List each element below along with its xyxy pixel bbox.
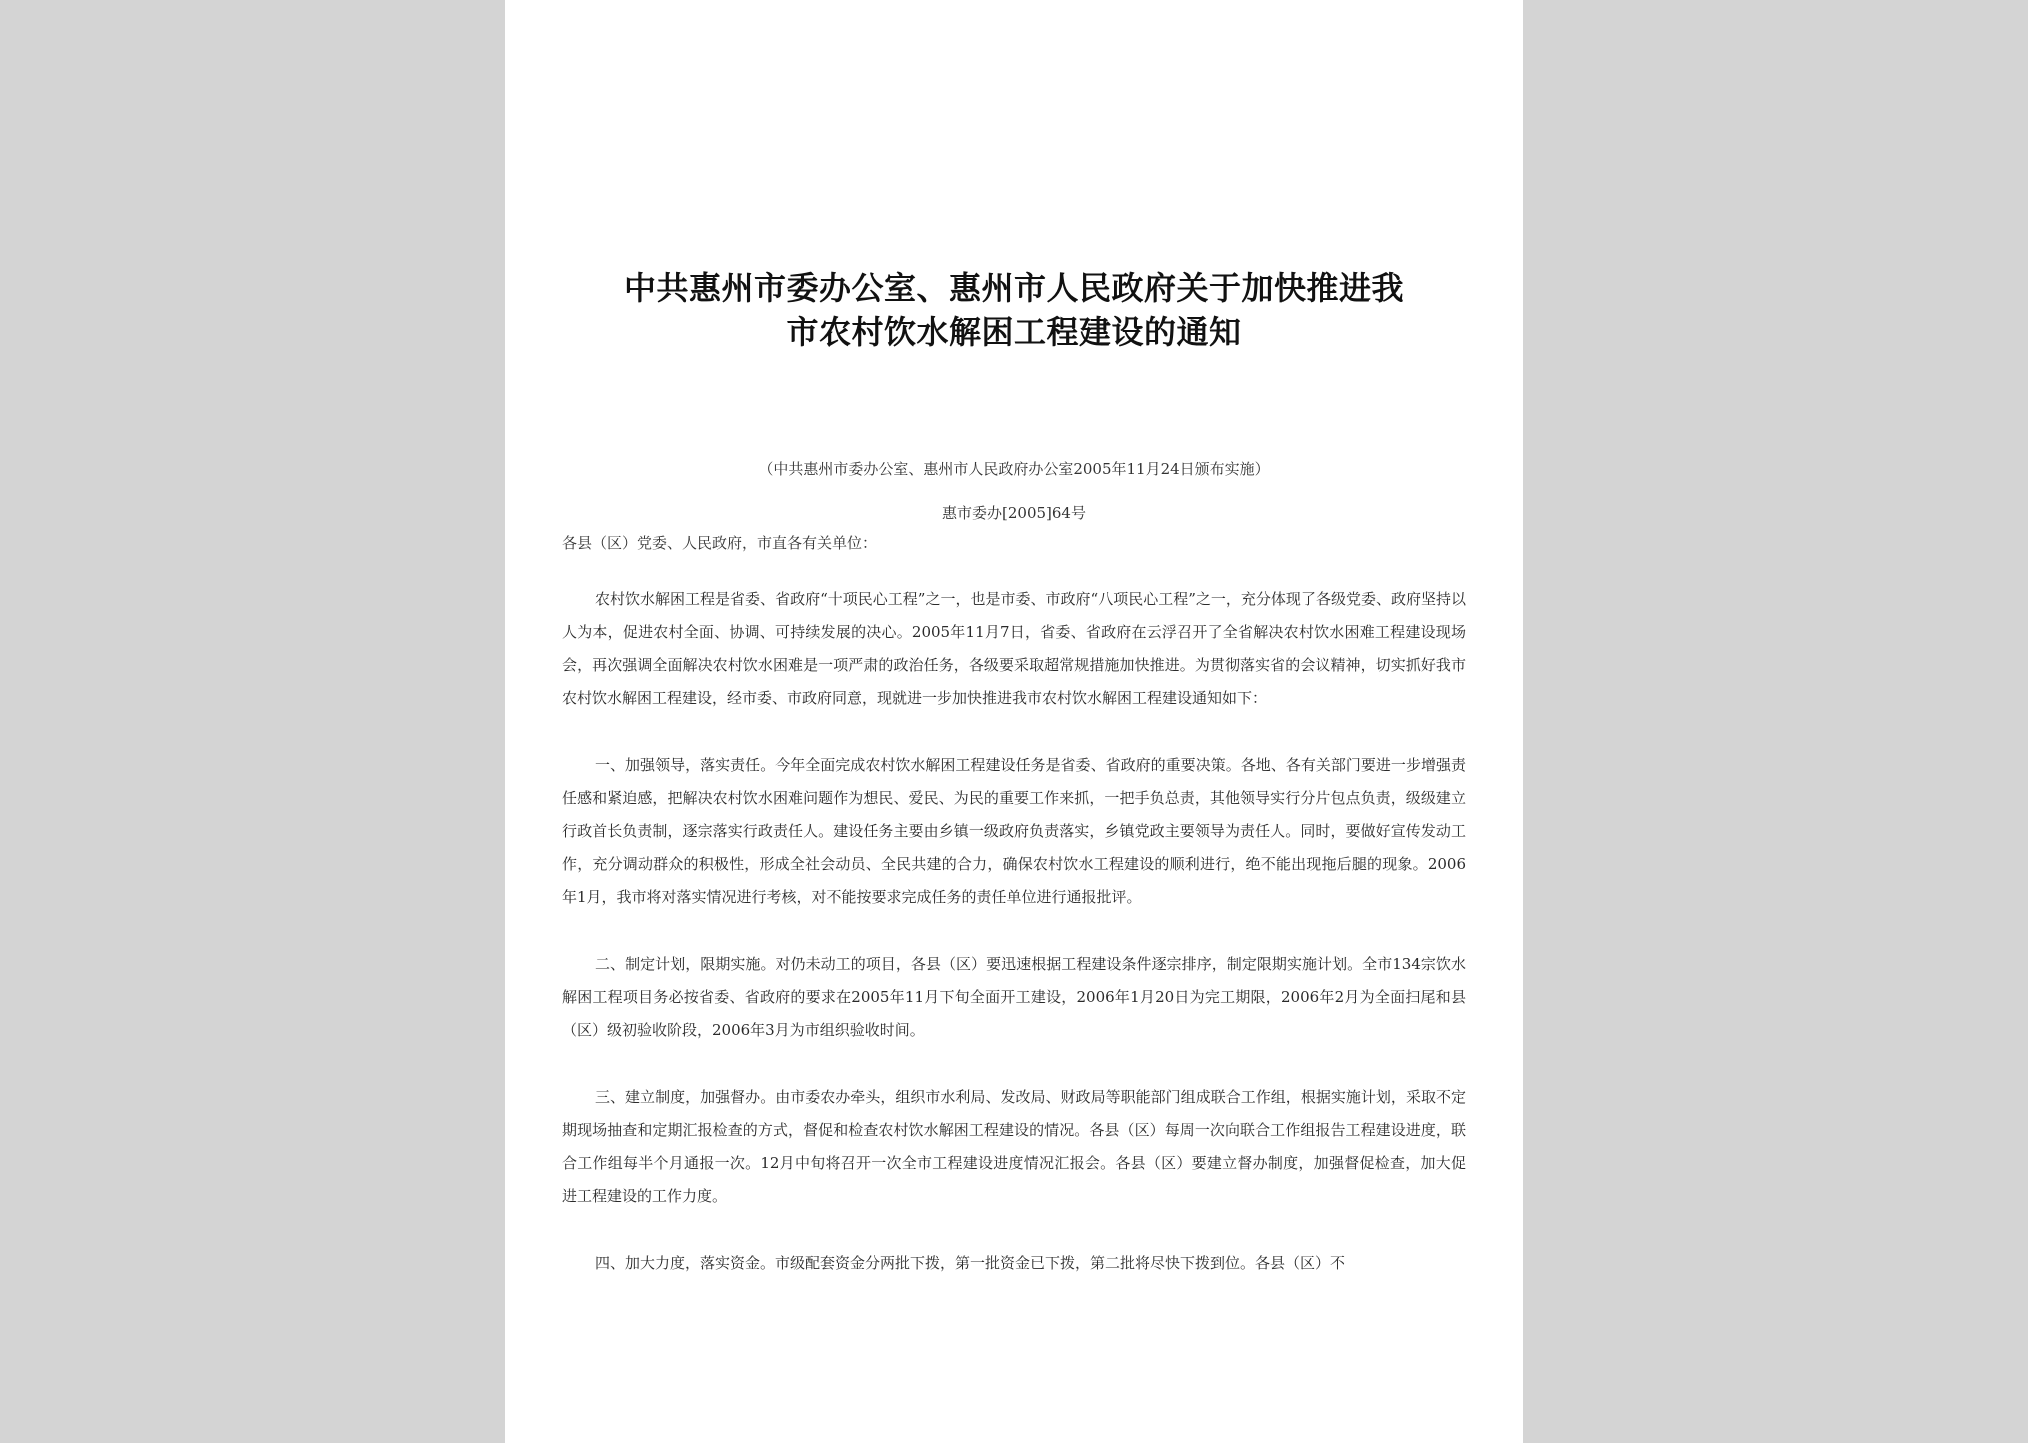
document-title bbox=[562, 266, 1466, 354]
title-line-2: 市农村饮水解困工程建设的通知 bbox=[786, 313, 1242, 351]
paragraph-section-2: 二、制定计划，限期实施。对仍未动工的项目，各县（区）要迅速根据工程建设条件逐宗排序，制定限期实施计划。全市134宗饮水解困工程项目务必按省委、省政府的要求在2005年11月下旬全面开工建设，2006年1月20日为完工期限，2006年2月为全面扫尾和县（区）级初验收阶段，2006年3月为市组织验收时间。 bbox=[562, 955, 1466, 1039]
document-number: 惠市委办[2005]64号 bbox=[942, 504, 1086, 522]
title-line-1: 中共惠州市委办公室、惠州市人民政府关于加快推进我 bbox=[623, 269, 1404, 307]
release-note: （中共惠州市委办公室、惠州市人民政府办公室2005年11月24日颁布实施） bbox=[758, 460, 1270, 478]
paragraph-section-3: 三、建立制度，加强督办。由市委农办牵头，组织市水利局、发改局、财政局等职能部门组成联合工作组，根据实施计划，采取不定期现场抽查和定期汇报检查的方式，督促和检查农村饮水解困工程建设的情况。各县（区）每周一次向联合工作组报告工程建设进度，联合工作组每半个月通报一次。12月中旬将召开一次全市工程建设进度情况汇报会。各县（区）要建立督办制度，加强督促检查，加大促进工程建设的工作力度。 bbox=[562, 1088, 1466, 1205]
paragraph-intro: 农村饮水解困工程是省委、省政府“十项民心工程”之一，也是市委、市政府“八项民心工程”之一，充分体现了各级党委、政府坚持以人为本，促进农村全面、协调、可持续发展的决心。2005年11月7日，省委、省政府在云浮召开了全省解决农村饮水困难工程建设现场会，再次强调全面解决农村饮水困难是一项严肃的政治任务，各级要采取超常规措施加快推进。为贯彻落实省的会议精神，切实抓好我市农村饮水解困工程建设，经市委、市政府同意，现就进一步加快推进我市农村饮水解困工程建设通知如下： bbox=[562, 590, 1466, 707]
paragraph-section-1: 一、加强领导，落实责任。今年全面完成农村饮水解困工程建设任务是省委、省政府的重要决策。各地、各有关部门要进一步增强责任感和紧迫感，把解决农村饮水困难问题作为想民、爱民、为民的重要工作来抓，一把手负总责，其他领导实行分片包点负责，级级建立行政首长负责制，逐宗落实行政责任人。建设任务主要由乡镇一级政府负责落实，乡镇党政主要领导为责任人。同时，要做好宣传发动工作，充分调动群众的积极性，形成全社会动员、全民共建的合力，确保农村饮水工程建设的顺利进行，绝不能出现拖后腿的现象。2006年1月，我市将对落实情况进行考核，对不能按要求完成任务的责任单位进行通报批评。 bbox=[562, 756, 1466, 906]
salutation: 各县（区）党委、人民政府，市直各有关单位： bbox=[562, 534, 878, 552]
paragraph-section-4: 四、加大力度，落实资金。市级配套资金分两批下拨，第一批资金已下拨，第二批将尽快下拨到位。各县（区）不 bbox=[595, 1254, 1346, 1272]
document-page bbox=[505, 0, 1523, 1443]
